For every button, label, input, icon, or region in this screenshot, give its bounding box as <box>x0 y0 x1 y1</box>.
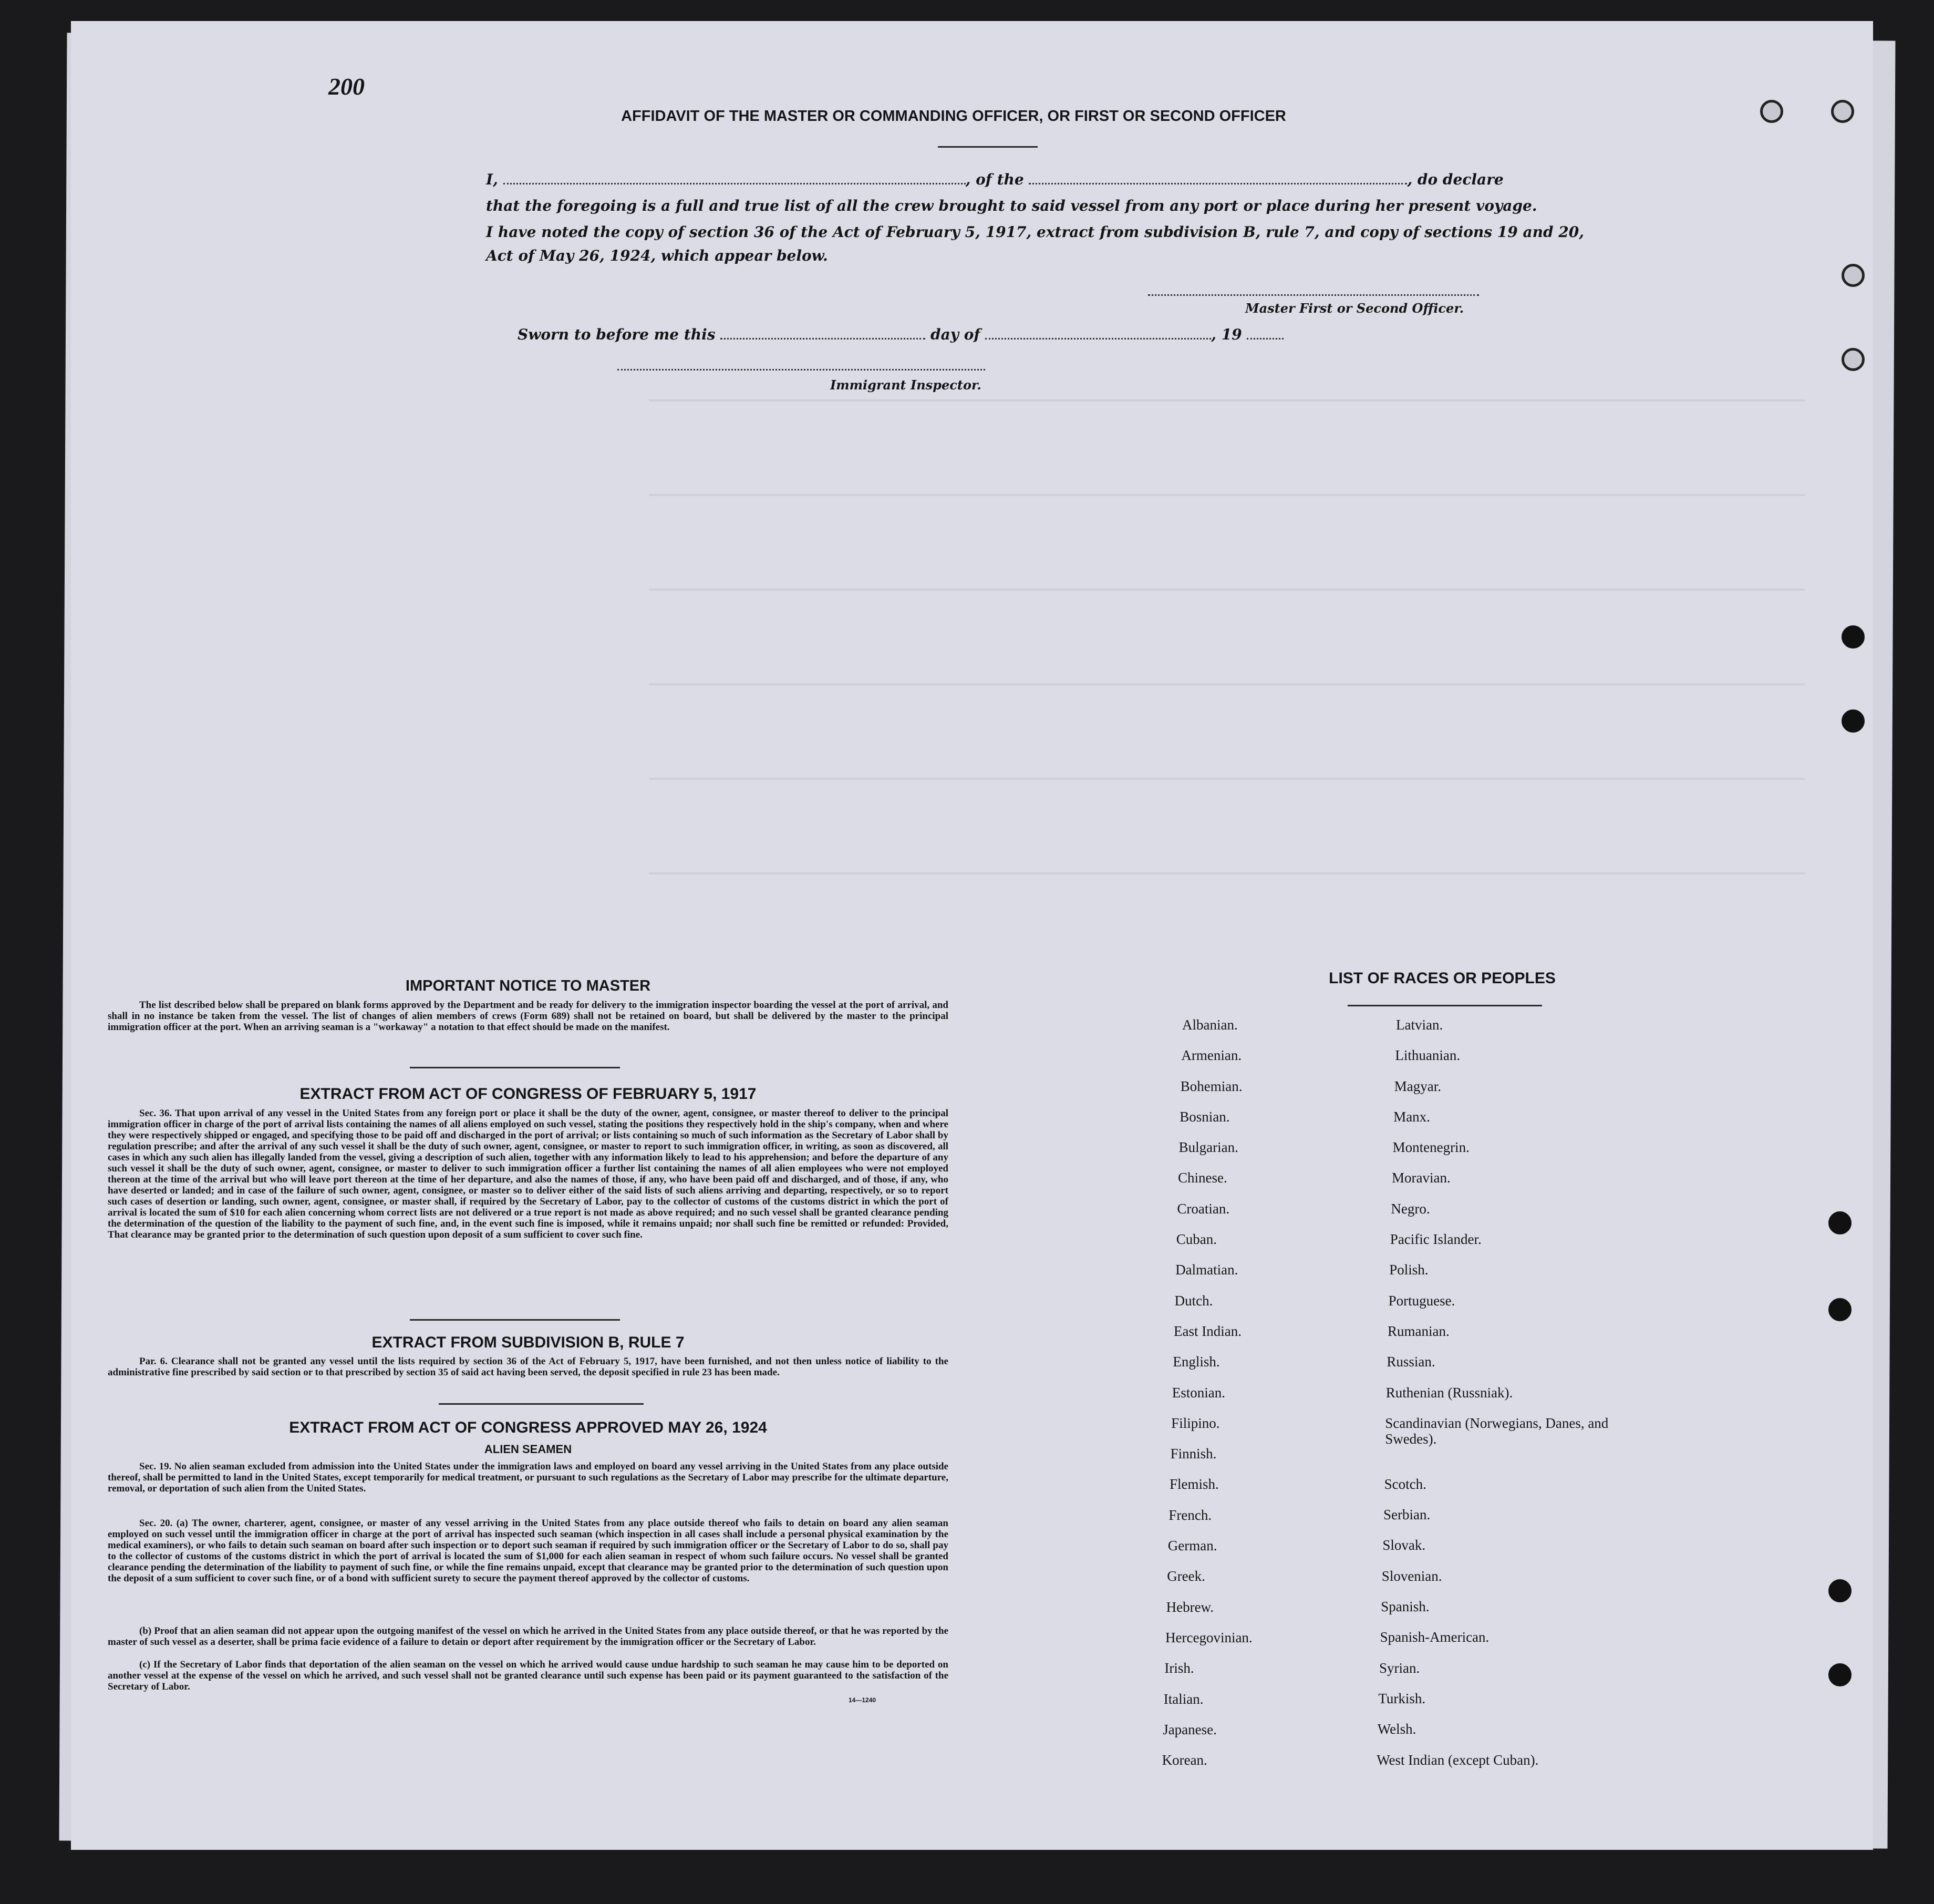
race-item: Negro. <box>1391 1200 1430 1217</box>
race-item: Croatian. <box>1177 1200 1230 1217</box>
bleed-through-row <box>649 399 1805 402</box>
race-item: French. <box>1168 1507 1212 1523</box>
inspector-signature-field[interactable] <box>617 369 985 370</box>
sworn-day-field[interactable] <box>720 338 925 339</box>
race-item: Russian. <box>1387 1354 1435 1370</box>
punch-hole-icon <box>1842 625 1865 649</box>
sec20c-body: (c) If the Secretary of Labor finds that deportation of the alien seaman on the vessel on which he arrived would cause undue hardship to such seaman he may cause him to be deported on another vessel at the expense of the vessel on which he arrived, and such vessel shall not be granted clearance until such expense has been paid or its payment guaranteed to the satisfaction of the Secretary of Labor. <box>108 1659 948 1692</box>
bleed-through-row <box>649 494 1805 496</box>
race-item: Bulgarian. <box>1178 1139 1238 1156</box>
affidavit-line-2: that the foregoing is a full and true list of all the crew brought to said vessel from any port or place during her present voyage. <box>486 197 1537 214</box>
punch-hole-icon <box>1842 264 1865 287</box>
punch-hole-icon <box>1828 1579 1852 1602</box>
race-item: Welsh. <box>1377 1721 1416 1737</box>
race-item: Syrian. <box>1379 1660 1420 1676</box>
bleed-through-row <box>649 778 1805 780</box>
race-item: Dalmatian. <box>1175 1262 1238 1278</box>
section-divider <box>410 1067 620 1068</box>
bleed-through-row <box>649 589 1805 591</box>
sworn-year-field[interactable] <box>1247 338 1284 339</box>
race-item: Scandinavian (Norwegians, Danes, and Swedes). <box>1385 1415 1609 1447</box>
race-item: Slovak. <box>1382 1537 1426 1553</box>
race-item: Italian. <box>1163 1691 1204 1707</box>
sworn-month-field[interactable] <box>985 338 1211 339</box>
races-right-column <box>1374 1017 1752 1783</box>
inspector-signature-label: Immigrant Inspector. <box>830 377 981 393</box>
race-item: Scotch. <box>1384 1476 1426 1492</box>
punch-hole-icon <box>1828 1211 1852 1234</box>
race-item: Turkish. <box>1378 1690 1426 1706</box>
race-item: Manx. <box>1393 1108 1430 1125</box>
race-item: Filipino. <box>1171 1415 1220 1431</box>
race-item: Japanese. <box>1163 1721 1217 1737</box>
sworn-line <box>518 326 1284 343</box>
sec19-body: Sec. 19. No alien seaman excluded from admission into the United States under the immigration laws and employed on board any vessel arriving in the United States from any place outside thereof, shall be permitted to land in the United States, except temporarily for medical treatment, or pursuant to such regulations as the Secretary of Labor may prescribe for the ultimate departure, removal, or deportation of such alien from the United States. <box>108 1461 948 1494</box>
race-item: Pacific Islander. <box>1390 1231 1482 1248</box>
page-number: 200 <box>328 73 365 100</box>
master-name-field[interactable] <box>503 183 966 184</box>
race-item: Bosnian. <box>1180 1108 1230 1125</box>
race-item: Spanish. <box>1381 1599 1430 1615</box>
rule7-body: Par. 6. Clearance shall not be granted any vessel until the lists required by section 36 of the Act of February 5, 1917, have been furnished, and not then unless notice of liability to the administrative fine prescribed by said section or to that prescribed by section 35 of said act having been served, the deposit specified in rule 23 has been made. <box>108 1356 948 1378</box>
affidavit-title: AFFIDAVIT OF THE MASTER OR COMMANDING OFFICER, OR FIRST OR SECOND OFFICER <box>621 108 1286 125</box>
race-item: Ruthenian (Russniak). <box>1385 1384 1513 1401</box>
race-item: Korean. <box>1162 1752 1207 1768</box>
of-the-label: , of the <box>965 171 1024 188</box>
race-item: Armenian. <box>1181 1047 1242 1064</box>
vessel-name-field[interactable] <box>1029 183 1407 184</box>
i-label: I, <box>486 171 498 188</box>
punch-hole-icon <box>1842 709 1865 733</box>
sec20b-body: (b) Proof that an alien seaman did not appear upon the outgoing manifest of the vessel on which he arrived in the United States from any place outside thereof, or that he was reported by the master of such vessel as a deserter, shall be prima facie evidence of a failure to detain or deport after requirement by the immigration officer or the Secretary of Labor. <box>108 1625 948 1648</box>
race-item: Chinese. <box>1178 1170 1227 1186</box>
affidavit-line-4: Act of May 26, 1924, which appear below. <box>486 247 828 264</box>
race-item: Estonian. <box>1172 1384 1226 1401</box>
race-item: Polish. <box>1389 1262 1429 1278</box>
race-item: Spanish-American. <box>1380 1629 1490 1645</box>
race-item: Montenegrin. <box>1392 1139 1470 1156</box>
affidavit-line-1 <box>486 171 1504 188</box>
year-label: , 19 <box>1211 326 1242 343</box>
race-item: Greek. <box>1167 1568 1205 1584</box>
sworn-label: Sworn to before me this <box>518 326 716 343</box>
section-divider <box>439 1403 644 1405</box>
race-item: Magyar. <box>1394 1078 1442 1094</box>
bleed-through-row <box>649 683 1805 685</box>
race-item: Portuguese. <box>1388 1292 1455 1309</box>
affidavit-line-3: I have noted the copy of section 36 of the Act of February 5, 1917, extract from subdivision B, rule 7, and copy of sections 19 and 20, <box>486 223 1585 241</box>
race-item: Flemish. <box>1170 1476 1219 1493</box>
races-divider <box>1348 1005 1542 1006</box>
race-item: English. <box>1173 1354 1220 1370</box>
race-item: West Indian (except Cuban). <box>1377 1752 1539 1768</box>
race-item: Hercegovinian. <box>1165 1629 1253 1645</box>
punch-hole-icon <box>1828 1663 1852 1686</box>
day-of-label: day of <box>930 326 980 343</box>
race-item: German. <box>1167 1538 1217 1554</box>
bleed-through-row <box>649 872 1805 874</box>
act-1917-body: Sec. 36. That upon arrival of any vessel in the United States from any foreign port or place it shall be the duty of the owner, agent, consignee, or master thereof to deliver to the principal immigration officer in charge of the port of arrival lists containing the names of all aliens employed on such vessel, stating the positions they respectively hold in the ship's company, when and where they were respectively shipped or engaged, and specifying those to be paid off and discharged in the port of arrival; or lists containing so much of such information as the Secretary of Labor shall by regulation prescribe; and after the arrival of any such vessel it shall be the duty of such owner, agent, consignee, or master to report to such immigration officer, in writing, as soon as discovered, all cases in which any such alien has illegally landed from the vessel, giving a description of such alien, together with any information likely to lead to his apprehension; and before the departure of any such vessel it shall be the duty of such owner, agent, consignee, or master to deliver to such immigration officer a further list containing the names of all alien employees who were not employed thereon at the time of the arrival but who will leave port thereon at the time of her departure, and also the names of those, if any, who have been paid off and discharged, and of those, if any, who have deserted or landed; and in case of the failure of such owner, agent, consignee, or master so to deliver either of the said lists of such aliens arriving and departing, respectively, or so to report such cases of desertion or landing, such owner, agent, consignee, or master shall, if required by the Secretary of Labor, pay to the collector of customs of the customs district in which the port of arrival is located the sum of $10 for each alien concerning whom correct lists are not delivered or a true report is not made as above required; and no such vessel shall be granted clearance pending the determination of the question of the liability to the payment of such fine, and, in the event such fine is imposed, while it remains unpaid; nor shall such fine be remitted or refunded: Provided, That clearance may be granted prior to the determination of such question upon deposit of a sum sufficient to cover such fine. <box>108 1108 948 1240</box>
document-page <box>71 21 1873 1850</box>
race-item: Dutch. <box>1174 1292 1213 1309</box>
race-item: Rumanian. <box>1388 1323 1450 1339</box>
race-item: Hebrew. <box>1166 1599 1214 1615</box>
race-item: Slovenian. <box>1381 1568 1442 1584</box>
race-item: Lithuanian. <box>1395 1047 1461 1064</box>
punch-hole-icon <box>1842 348 1865 371</box>
section-divider <box>410 1319 620 1321</box>
do-declare-label: , do declare <box>1407 171 1504 188</box>
notice-body: The list described below shall be prepared on blank forms approved by the Department and be ready for delivery to the immigration inspector boarding the vessel at the port of arrival, and shall in no instance be taken from the vessel. The list of changes of alien members of crews (Form 689) shall not be retained on board, but shall be delivered by the master to the principal immigration officer at the port. When an arriving seaman is a "workaway" a notation to that effect should be made on the manifest. <box>108 1000 948 1033</box>
punch-hole-icon <box>1760 100 1783 123</box>
race-item: Albanian. <box>1182 1017 1238 1033</box>
act-1924-title: EXTRACT FROM ACT OF CONGRESS APPROVED MAY 26, 1924 <box>289 1419 767 1436</box>
act-1917-title: EXTRACT FROM ACT OF CONGRESS OF FEBRUARY 5, 1917 <box>299 1085 757 1103</box>
rule7-title: EXTRACT FROM SUBDIVISION B, RULE 7 <box>371 1334 685 1351</box>
punch-hole-icon <box>1831 100 1854 123</box>
sec20a-body: Sec. 20. (a) The owner, charterer, agent, consignee, or master of any vessel arriving in the United States from any place outside thereof who fails to detain on board any alien seaman employed on such vessel until the immigration officer in charge at the port of arrival has inspected such seaman (which inspection in all cases shall include a personal physical examination by the medical examiners), or who fails to detain such seaman on board after such inspection or to deport such seaman if required by such immigration officer or the Secretary of Labor to do so, shall pay to the collector of customs of the customs district in which the port of arrival is located the sum of $1,000 for each alien seaman in respect of whom such failure occurs. No vessel shall be granted clearance pending the determination of the liability to payment of such fine, or while the fine remains unpaid, except that clearance may be granted prior to the determination of such question upon the deposit of a sum sufficient to cover such fine, or of a bond with sufficient surety to secure the payment thereof approved by the collector of customs. <box>108 1518 948 1584</box>
race-item: Cuban. <box>1176 1231 1217 1248</box>
race-item: Finnish. <box>1170 1446 1217 1462</box>
notice-title: IMPORTANT NOTICE TO MASTER <box>405 977 651 994</box>
race-item: Serbian. <box>1383 1507 1431 1523</box>
punch-hole-icon <box>1828 1298 1852 1321</box>
races-left-column <box>1161 1017 1361 1783</box>
races-title: LIST OF RACES OR PEOPLES <box>1329 970 1556 987</box>
race-item: Bohemian. <box>1180 1078 1243 1094</box>
race-item: Latvian. <box>1396 1017 1443 1033</box>
master-signature-field[interactable] <box>1148 294 1479 296</box>
race-item: East Indian. <box>1174 1323 1242 1339</box>
form-number: 14—1240 <box>849 1696 876 1704</box>
race-item: Irish. <box>1164 1660 1194 1676</box>
master-signature-label: Master First or Second Officer. <box>1245 301 1464 316</box>
title-underline <box>938 146 1038 148</box>
race-item: Moravian. <box>1392 1170 1451 1186</box>
alien-seamen-subtitle: ALIEN SEAMEN <box>484 1443 572 1456</box>
